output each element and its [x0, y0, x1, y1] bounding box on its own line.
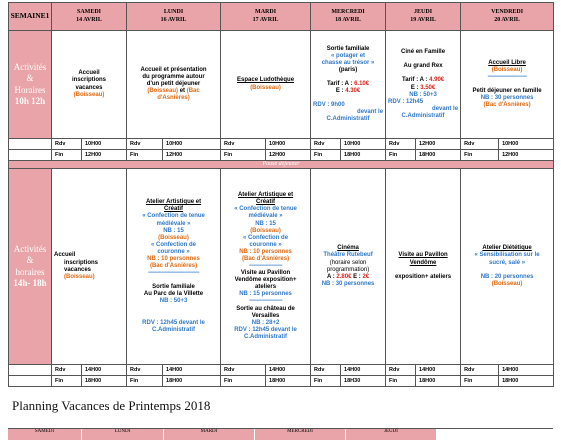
separator: ----------------------------------	[148, 270, 199, 277]
rdv-label: Rdv	[386, 139, 416, 150]
nb-text: NB : 30 personnes	[480, 95, 534, 102]
rdv-time: 10H00	[163, 139, 221, 150]
activity-text: Accueil	[54, 252, 76, 259]
day-name: LUNDI	[163, 9, 184, 16]
activity-text: et	[179, 88, 186, 95]
fin-label: Fin	[127, 150, 163, 161]
separator: ----------------------	[249, 298, 283, 305]
fin-label: Fin	[461, 150, 499, 161]
activity-location: (Bac d'Asnières)	[149, 263, 198, 270]
activity-title: Créatif	[256, 199, 276, 206]
header-thursday	[386, 3, 461, 31]
activity-tuesday-afternoon	[221, 169, 311, 365]
activity-location: (Boisseau)	[147, 88, 179, 95]
rdv-text: RDV : 9h00	[313, 102, 345, 109]
day-date: 14 AVRIL	[76, 16, 102, 23]
activity-text: Accueil	[78, 70, 100, 77]
activity-text: « Confection de tenue	[142, 213, 205, 220]
tarif-adult: 4.90€	[429, 77, 445, 84]
rdv-time: 14H00	[499, 365, 554, 376]
activity-text: « Confection de tenue	[234, 206, 297, 213]
rdv-time: 14H00	[163, 365, 221, 376]
rdv-label: Rdv	[461, 365, 499, 376]
activity-text: Théâtre Rutebeuf	[323, 252, 373, 259]
activity-location: (Boisseau)	[250, 84, 281, 91]
activity-text: Petit déjeuner en famille	[472, 88, 542, 95]
activity-text: Au grand Rex	[403, 63, 443, 70]
rdv-time: 10H00	[499, 139, 554, 150]
activity-text: Versailles	[251, 312, 280, 319]
fin-label: Fin	[127, 376, 163, 387]
fin-label: Fin	[311, 150, 341, 161]
tarif-child: 4.30€	[345, 88, 361, 95]
tarif-label: E :	[353, 273, 361, 280]
header-tuesday	[221, 3, 311, 31]
rdv-text: RDV : 12h45 devant le	[234, 326, 297, 333]
rdv-label: Rdv	[221, 365, 266, 376]
tarif-label: E :	[335, 88, 344, 95]
tarif-child: 3.50€	[420, 84, 436, 91]
activity-title: Sortie familiale	[326, 45, 370, 52]
activity-text: ateliers	[255, 284, 277, 291]
activity-tuesday-morning	[221, 31, 311, 139]
activity-text: médiévale »	[156, 220, 191, 227]
fin-label: Fin	[221, 150, 266, 161]
activity-text: (paris)	[338, 66, 358, 73]
day-date: 19 AVRIL	[410, 16, 436, 23]
label-line: Horaires	[14, 84, 46, 95]
activity-title: Accueil Libre	[488, 59, 526, 66]
fin-label: Fin	[386, 150, 416, 161]
rdv-label: Rdv	[127, 139, 163, 150]
rdv-text: RDV : 12h45 devant le	[142, 319, 205, 326]
fin-time: 18H00	[341, 150, 386, 161]
tarif-label: Tarif : A :	[401, 77, 428, 84]
rdv-time: 12H00	[416, 139, 461, 150]
activity-text: inscriptions	[72, 77, 107, 84]
rdv-text: devant le	[357, 109, 384, 116]
fin-label: Fin	[386, 376, 416, 387]
empty-cell	[9, 376, 52, 387]
rdv-label: Rdv	[52, 139, 82, 150]
rdv-text: RDV : 12h45	[388, 98, 424, 105]
rdv-time: 14H00	[416, 365, 461, 376]
nb-text: NB : 10 personnes	[239, 248, 292, 255]
day-date: 18 AVRIL	[335, 16, 361, 23]
pause-banner: Pause déjeuner	[9, 161, 554, 169]
activity-text: médiévale »	[248, 213, 283, 220]
activity-text: « potager et	[331, 52, 366, 59]
nb-text: NB : 30 personnes	[321, 280, 375, 287]
strip-cell: LUNDI	[82, 429, 163, 440]
afternoon-hours: 14h- 18h	[13, 277, 47, 288]
header-row	[9, 3, 554, 31]
rdv-label: Rdv	[311, 139, 341, 150]
week-label: SEMAINE1	[9, 3, 52, 31]
fin-time: 18H00	[499, 376, 554, 387]
rdv-row-morning	[9, 139, 554, 150]
day-name: JEUDI	[414, 9, 433, 16]
strip-cell: MERCREDI	[255, 429, 345, 440]
rdv-time: 10H00	[341, 139, 386, 150]
rdv-label: Rdv	[52, 365, 82, 376]
activity-text: couronne »	[157, 248, 190, 255]
day-date: 16 AVRIL	[160, 16, 187, 23]
activity-text: d'un petit déjeuner	[146, 80, 201, 87]
rdv-time: 14H00	[266, 365, 311, 376]
nb-text: NB : 50+3	[159, 298, 188, 305]
rdv-label: Rdv	[311, 365, 341, 376]
separator: ----------------------	[249, 263, 283, 270]
activity-title: Sortie au château de	[236, 305, 295, 312]
activity-wednesday-afternoon	[311, 169, 386, 365]
activity-saturday-morning	[52, 31, 127, 139]
tarif-adult: 2.80€	[336, 273, 352, 280]
activity-title: Atelier Artistique et	[237, 192, 294, 199]
document-title: Planning Vacances de Printemps 2018	[12, 398, 211, 413]
fin-time: 18H00	[416, 376, 461, 387]
activity-location: d'Asnières)	[157, 95, 190, 102]
rdv-text: C.Administratif	[401, 112, 445, 119]
activity-text: exposition+ ateliers	[394, 273, 452, 280]
rdv-label: Rdv	[221, 139, 266, 150]
day-name: MERCREDI	[331, 9, 365, 16]
activity-friday-morning	[461, 31, 554, 139]
fin-time: 12H00	[82, 150, 127, 161]
activity-location: (Boisseau)	[73, 91, 105, 98]
activity-wednesday-morning	[311, 31, 386, 139]
activity-text: Vendôme exposition+	[234, 277, 297, 284]
activity-text: Au Parc de la Villette	[143, 291, 204, 298]
fin-time: 18H30	[341, 376, 386, 387]
activity-text: programmation)	[326, 266, 370, 273]
pause-row	[9, 161, 554, 169]
fin-time: 12H00	[499, 150, 554, 161]
rdv-label: Rdv	[386, 365, 416, 376]
rdv-label: Rdv	[127, 365, 163, 376]
empty-cell	[9, 365, 52, 376]
activity-text: « Sensibilisation sur le	[474, 252, 540, 259]
morning-label	[9, 31, 52, 139]
activity-text: vacances	[75, 84, 103, 91]
activity-monday-afternoon	[127, 169, 221, 365]
nb-text: NB : 15 personnes	[239, 291, 292, 298]
activity-text: Accueil et présentation	[140, 66, 207, 73]
activity-location: (Boisseau)	[491, 66, 523, 73]
rdv-text: C.Administratif	[326, 116, 370, 123]
activity-location: (Boisseau)	[491, 280, 523, 287]
activity-text: chasse au trésor »	[321, 59, 375, 66]
fin-label: Fin	[221, 376, 266, 387]
activity-location: (Bac d'Asnières)	[241, 255, 290, 262]
activity-title: Sortie familiale	[152, 284, 195, 291]
rdv-text: C.Administratif	[152, 326, 196, 333]
tarif-label: A :	[326, 273, 335, 280]
afternoon-row	[9, 169, 554, 365]
fin-label: Fin	[52, 376, 82, 387]
activity-title: Créatif	[164, 206, 184, 213]
afternoon-label	[9, 169, 52, 365]
fin-time: 12H00	[163, 150, 221, 161]
empty-cell	[9, 150, 52, 161]
rdv-time: 14H00	[82, 365, 127, 376]
empty-cell	[9, 139, 52, 150]
tarif-adult: 6.10€	[354, 80, 370, 87]
label-line: &	[26, 73, 34, 84]
tarif-child: 2€	[362, 273, 370, 280]
activity-text: « Confection de	[151, 241, 197, 248]
rdv-row-afternoon	[9, 365, 554, 376]
tarif-label: E :	[410, 84, 419, 91]
strip-cell: SAMEDI	[8, 429, 81, 440]
activity-text: sucré, salé »	[489, 259, 526, 266]
header-wednesday	[311, 3, 386, 31]
planning-table	[8, 2, 554, 387]
nb-text: NB : 10 personnes	[147, 255, 200, 262]
next-page-header-strip	[8, 428, 553, 440]
day-date: 17 AVRIL	[252, 16, 279, 23]
morning-hours: 10h 12h	[14, 95, 46, 106]
activity-location: (Boisseau)	[250, 227, 281, 234]
activity-text: inscriptions	[64, 259, 99, 266]
fin-time: 18H00	[266, 376, 311, 387]
activity-text: vacances	[64, 266, 92, 273]
fin-label: Fin	[52, 150, 82, 161]
day-name: VENDREDI	[491, 9, 524, 16]
tarif-label: Tarif : A :	[326, 80, 353, 87]
activity-location: (Bac	[186, 88, 200, 95]
activity-location: (Boisseau)	[158, 234, 189, 241]
fin-time: 12H00	[266, 150, 311, 161]
rdv-text: devant le	[432, 105, 459, 112]
nb-text: NB : 15	[255, 220, 276, 227]
label-line: Activités	[13, 62, 47, 72]
fin-time: 18H00	[82, 376, 127, 387]
activity-title: Vendôme	[409, 259, 437, 266]
separator: --------------------------	[487, 73, 527, 80]
strip-cell: MARDI	[164, 429, 254, 440]
rdv-time: 10H00	[266, 139, 311, 150]
nb-text: NB : 15	[163, 227, 184, 234]
activity-title: Visite au Pavillon	[398, 252, 448, 259]
day-date: 20 AVRIL	[494, 16, 520, 23]
activity-thursday-afternoon	[386, 169, 461, 365]
activity-text: « Confection de	[243, 234, 289, 241]
nb-text: NB : 20 personnes	[480, 273, 534, 280]
activity-title: Espace Ludothèque	[237, 77, 295, 84]
fin-time: 18H00	[163, 376, 221, 387]
rdv-time: 10H00	[82, 139, 127, 150]
activity-monday-morning	[127, 31, 221, 139]
header-monday	[127, 3, 221, 31]
nb-text: NB : 28+2	[251, 319, 280, 326]
rdv-text: C.Administratif	[244, 333, 288, 340]
fin-time: 18H00	[416, 150, 461, 161]
activity-text: du programme autour	[142, 73, 205, 80]
nb-text: NB : 50+3	[409, 91, 437, 98]
activity-thursday-morning	[386, 31, 461, 139]
fin-row-afternoon	[9, 376, 554, 387]
activity-title: Atelier Artistique et	[145, 199, 202, 206]
fin-label: Fin	[461, 376, 499, 387]
label-line: Activités	[13, 244, 47, 255]
label-line: &	[26, 255, 34, 266]
rdv-label: Rdv	[461, 139, 499, 150]
label-line: horaires	[15, 266, 45, 277]
activity-title: Atelier Diététique	[482, 245, 532, 252]
day-name: MARDI	[255, 9, 277, 16]
activity-saturday-afternoon	[52, 169, 127, 365]
activity-title: Visite au Pavillon	[240, 270, 291, 277]
activity-text: couronne »	[249, 241, 282, 248]
activity-title: Cinéma	[337, 245, 359, 252]
morning-row	[9, 31, 554, 139]
activity-location: (Boisseau)	[64, 273, 95, 280]
fin-label: Fin	[311, 376, 341, 387]
rdv-time: 14H00	[341, 365, 386, 376]
activity-friday-afternoon	[461, 169, 554, 365]
activity-text: (horaire selon	[329, 259, 367, 266]
activity-location: (Bac d'Asnières)	[483, 102, 531, 109]
day-name: SAMEDI	[77, 9, 102, 16]
header-friday	[461, 3, 554, 31]
fin-row-morning	[9, 150, 554, 161]
strip-cell: JEUDI	[346, 429, 436, 440]
activity-title: Ciné en Famille	[401, 49, 446, 56]
header-saturday	[52, 3, 127, 31]
